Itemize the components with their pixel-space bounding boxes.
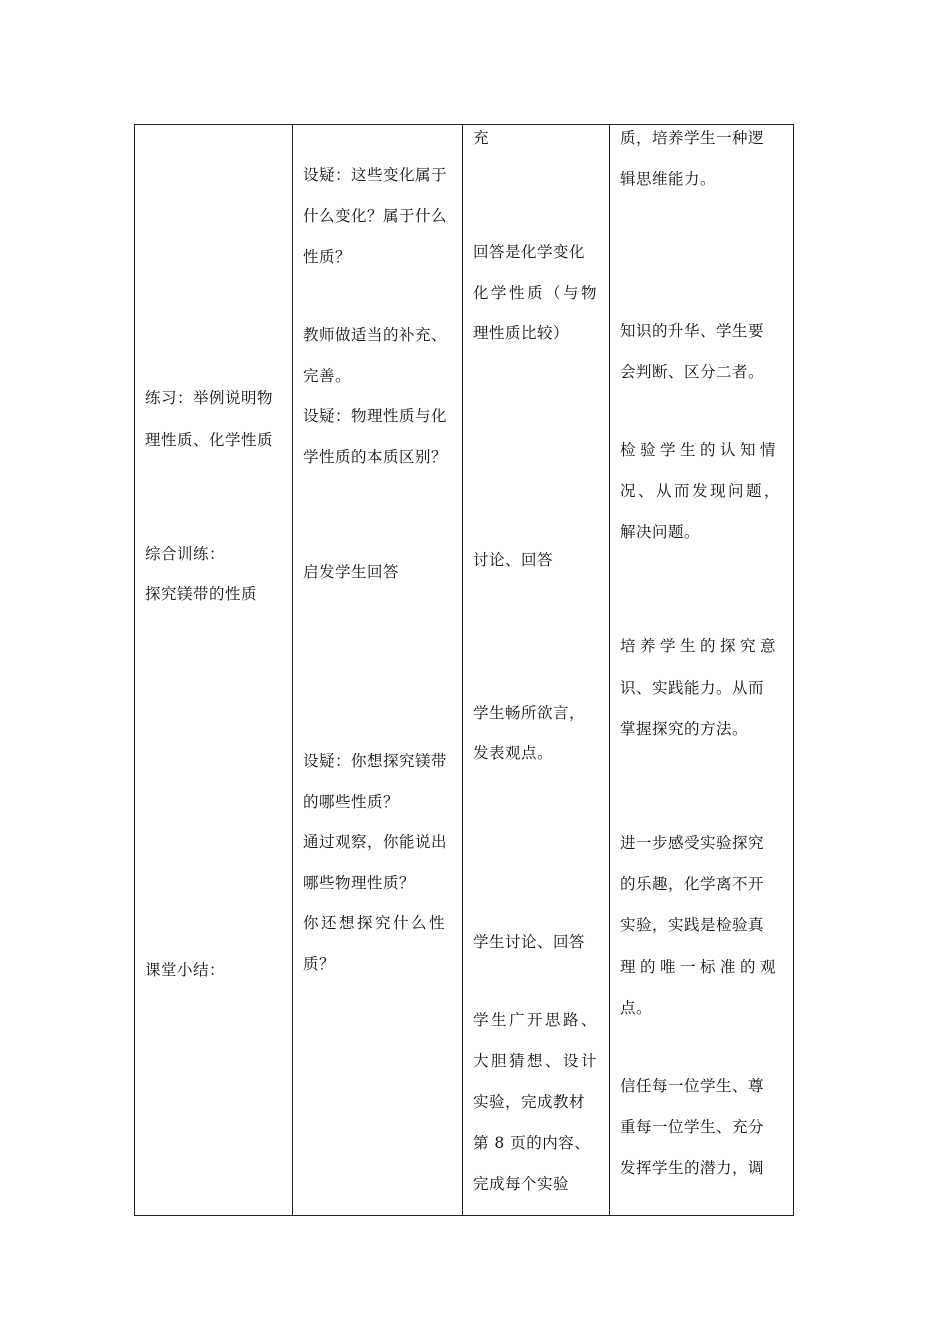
col4-check-line: 况、从而发现问题， [620, 482, 783, 500]
col1-training-line: 探究镁带的性质 [145, 585, 258, 603]
col2-inspire: 启发学生回答 [303, 563, 400, 581]
col3-think-line: 第 8 页的内容、 [473, 1134, 591, 1152]
col3-answer-line: 回答是化学变化 [473, 243, 586, 261]
col2-q1-line: 设疑：这些变化属于 [303, 166, 448, 184]
col2-q3-line: 你还想探究什么性 [303, 914, 448, 932]
col4-trust-line: 发挥学生的潜力，调 [620, 1159, 765, 1177]
col1-practice-line: 练习：举例说明物 [145, 389, 274, 407]
column-divider [609, 124, 610, 1216]
col2-q1-line: 什么变化？属于什么 [303, 207, 448, 225]
col2-q1-line: 性质？ [303, 248, 352, 266]
col3-think-line: 大胆猜想、设计 [473, 1052, 600, 1070]
col3-top: 充 [473, 129, 490, 147]
column-divider [462, 124, 463, 1216]
col2-q2-line: 设疑：物理性质与化 [303, 407, 448, 425]
col3-answer-line: 化学性质（与物 [473, 284, 600, 302]
col3-answer-line: 理性质比较） [473, 324, 570, 342]
col4-trust-line: 重每一位学生、充分 [620, 1118, 765, 1136]
lesson-table [134, 124, 794, 1216]
col4-top-line: 辑思维能力。 [620, 170, 717, 188]
col4-further-line: 实验，实践是检验真 [620, 916, 765, 934]
col3-think-line: 实验，完成教材 [473, 1093, 586, 1111]
col4-further-line: 进一步感受实验探究 [620, 834, 765, 852]
col3-think-line: 学生广开思路、 [473, 1011, 600, 1029]
col4-further-line: 的乐趣，化学离不开 [620, 875, 765, 893]
col4-trust-line: 信任每一位学生、尊 [620, 1077, 765, 1095]
col4-sublime-line: 会判断、区分二者。 [620, 363, 765, 381]
col1-summary: 课堂小结： [145, 961, 226, 979]
col4-cultivate-line: 识、实践能力。从而 [620, 679, 765, 697]
column-divider [292, 124, 293, 1216]
col4-check-line: 解决问题。 [620, 523, 701, 541]
col4-cultivate-line: 掌握探究的方法。 [620, 720, 749, 738]
col2-q3-line: 哪些物理性质？ [303, 874, 416, 892]
col1-training-line: 综合训练： [145, 545, 226, 563]
col4-check-line: 检验学生的认知情 [620, 441, 781, 459]
col4-further-line: 点。 [620, 999, 653, 1017]
col2-supplement-line: 教师做适当的补充、 [303, 326, 448, 344]
col3-discuss: 讨论、回答 [473, 551, 554, 569]
col2-supplement-line: 完善。 [303, 367, 352, 385]
col4-further-line: 理的唯一标准的观 [620, 958, 781, 976]
col4-top-line: 质，培养学生一种逻 [620, 129, 765, 147]
col3-discuss2: 学生讨论、回答 [473, 933, 586, 951]
col2-q2-line: 学性质的本质区别？ [303, 448, 448, 466]
col1-practice-line: 理性质、化学性质 [145, 431, 274, 449]
col3-speak-line: 学生畅所欲言， [473, 704, 586, 722]
col3-think-line: 完成每个实验 [473, 1175, 570, 1193]
col4-sublime-line: 知识的升华、学生要 [620, 322, 765, 340]
col2-q3-line: 设疑：你想探究镁带 [303, 752, 448, 770]
col2-q3-line: 通过观察，你能说出 [303, 833, 448, 851]
col3-speak-line: 发表观点。 [473, 744, 554, 762]
col2-q3-line: 的哪些性质？ [303, 793, 400, 811]
col2-q3-line: 质？ [303, 955, 336, 973]
col4-cultivate-line: 培养学生的探究意 [620, 637, 781, 655]
